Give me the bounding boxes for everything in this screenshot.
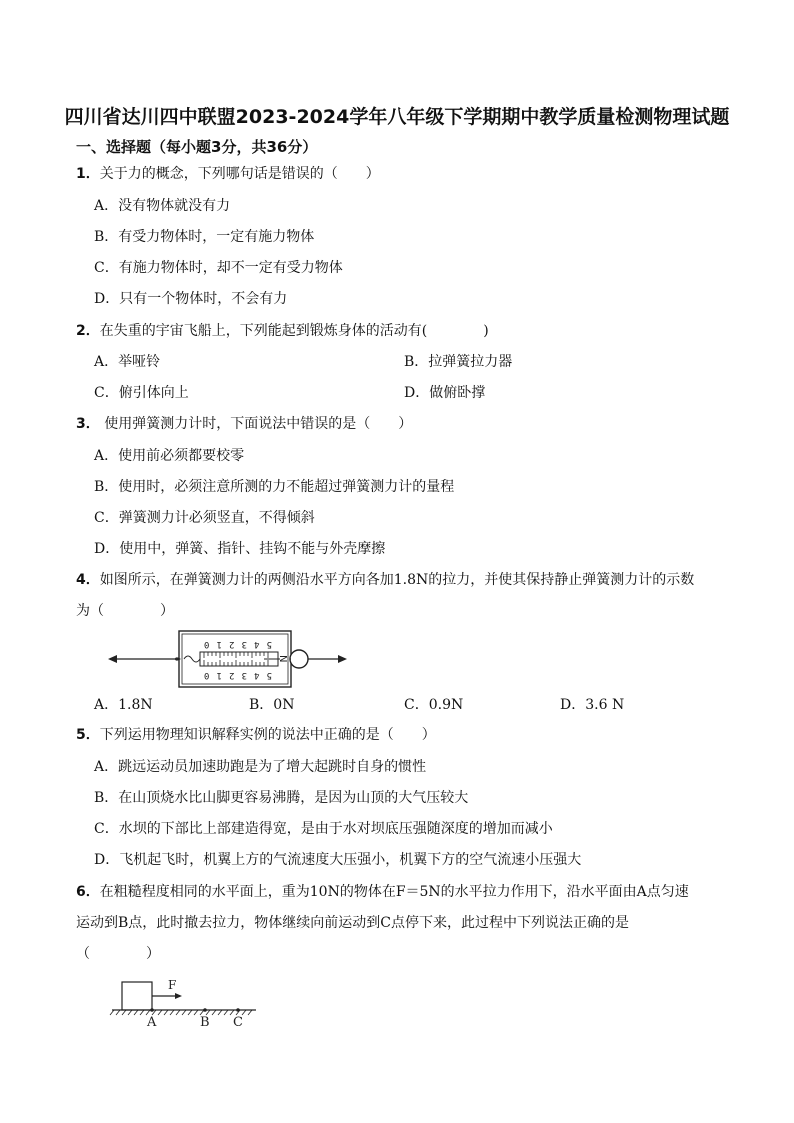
block — [122, 982, 152, 1010]
force-label: F — [168, 978, 177, 992]
question-number: 2． — [76, 323, 100, 339]
question-number: 6． — [76, 884, 100, 900]
q2-option-a: A．举哑铃 — [94, 354, 161, 370]
q5-option-b: B．在山顶烧水比山脚更容易沸腾，是因为山顶的大气压较大 — [94, 790, 469, 806]
q1-option-c: C．有施力物体时，却不一定有受力物体 — [94, 260, 343, 276]
q3-option-d: D．使用中，弹簧、指针、挂钩不能与外壳摩擦 — [94, 541, 386, 557]
q1-option-d: D．只有一个物体时，不会有力 — [94, 291, 288, 307]
question-4-line-2: 为（ ） — [76, 603, 174, 619]
question-1 — [76, 164, 380, 184]
point-a-label: A — [147, 1015, 157, 1030]
spring-scale-figure — [104, 628, 354, 690]
question-5 — [76, 725, 436, 745]
scale-unit: N — [277, 655, 288, 663]
question-number: 3． — [76, 416, 100, 432]
q2-option-d: D．做俯卧撑 — [404, 385, 486, 401]
q5-option-d: D．飞机起飞时，机翼上方的气流速度大压强小，机翼下方的空气流速小压强大 — [94, 852, 582, 868]
q1-option-a: A．没有物体就没有力 — [94, 198, 231, 214]
question-text: 在粗糙程度相同的水平面上，重为10N的物体在F＝5N的水平拉力作用下，沿水平面由A点匀速 — [99, 884, 689, 900]
q3-option-b: B．使用时，必须注意所测的力不能超过弹簧测力计的量程 — [94, 479, 455, 495]
block-motion-figure — [108, 972, 268, 1032]
question-text: 关于力的概念，下列哪句话是错误的（ ） — [99, 166, 380, 182]
question-text: 如图所示，在弹簧测力计的两侧沿水平方向各加1.8N的拉力，并使其保持静止弹簧测力计的示数 — [99, 572, 695, 588]
question-3 — [76, 414, 412, 434]
q5-option-a: A．跳远运动员加速助跑是为了增大起跳时自身的惯性 — [94, 759, 427, 775]
q3-option-c: C．弹簧测力计必须竖直，不得倾斜 — [94, 510, 315, 526]
q4-option-a: A．1.8N — [94, 697, 153, 713]
page-title: 四川省达川四中联盟2023-2024学年八年级下学期期中教学质量检测物理试题 — [64, 106, 730, 128]
question-text: 下列运用物理知识解释实例的说法中正确的是（ ） — [99, 727, 436, 743]
q2-option-c: C．俯引体向上 — [94, 385, 189, 401]
point-b-label: B — [200, 1015, 210, 1030]
q4-option-b: B．0N — [249, 697, 295, 713]
q4-option-c: C．0.9N — [404, 697, 464, 713]
question-number: 5． — [76, 727, 100, 743]
question-text: 使用弹簧测力计时，下面说法中错误的是（ ） — [99, 416, 413, 432]
question-4 — [76, 570, 694, 590]
scale-top-digits: 5 4 3 2 1 0 — [204, 639, 272, 649]
question-6-line-3: （ ） — [76, 946, 160, 962]
question-6-line-2: 运动到B点，此时撤去拉力，物体继续向前运动到C点停下来，此过程中下列说法正确的是 — [76, 915, 629, 931]
q3-option-a: A．使用前必须都要校零 — [94, 448, 245, 464]
question-number: 4． — [76, 572, 100, 588]
section-heading: 一、选择题（每小题3分，共36分） — [76, 138, 318, 156]
scale-bottom-digits: 5 4 3 2 1 0 — [204, 670, 272, 680]
q5-option-c: C．水坝的下部比上部建造得宽，是由于水对坝底压强随深度的增加而减小 — [94, 821, 553, 837]
q1-option-b: B．有受力物体时，一定有施力物体 — [94, 229, 315, 245]
question-number: 1． — [76, 166, 100, 182]
question-6 — [76, 882, 689, 902]
q2-option-b: B．拉弹簧拉力器 — [404, 354, 513, 370]
point-c-label: C — [233, 1015, 243, 1030]
question-text: 在失重的宇宙飞船上，下列能起到锻炼身体的活动有( ) — [99, 323, 489, 339]
question-2 — [76, 321, 489, 341]
q4-option-d: D．3.6 N — [560, 697, 625, 713]
